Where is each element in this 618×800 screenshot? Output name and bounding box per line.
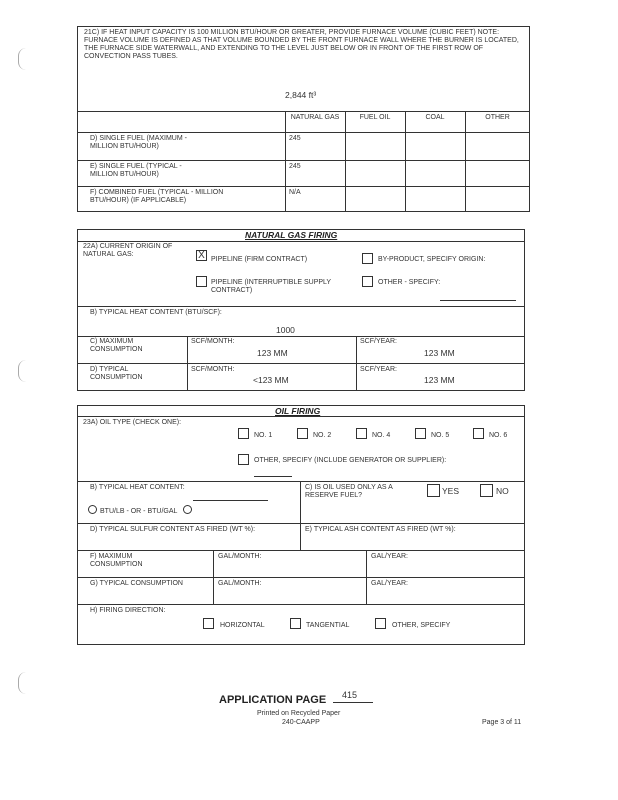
divider (77, 306, 525, 307)
col-natural-gas: NATURAL GAS (290, 114, 340, 121)
gas-typical-year-value[interactable]: 123 MM (424, 375, 455, 385)
tangential-checkbox[interactable] (290, 618, 301, 629)
oil-no4-checkbox[interactable] (356, 428, 367, 439)
binding-hole-top (18, 48, 27, 70)
divider (77, 604, 525, 605)
row-f-label: F) COMBINED FUEL (TYPICAL - MILLION BTU/HOUR) (IF APPLICABLE) (90, 189, 224, 204)
furnace-volume-value: 2,844 ft³ (285, 90, 317, 100)
reserve-fuel-label: C) IS OIL USED ONLY AS A RESERVE FUEL? (305, 484, 393, 499)
divider (77, 111, 530, 112)
heat-content-line (193, 500, 268, 501)
divider (77, 336, 525, 337)
gas-heat-value[interactable]: 1000 (276, 325, 295, 335)
divider (77, 577, 525, 578)
divider (366, 550, 367, 604)
divider (300, 523, 301, 550)
byproduct-label: BY-PRODUCT, SPECIFY ORIGIN: (378, 256, 486, 263)
pipeline-firm-label: PIPELINE (FIRM CONTRACT) (211, 256, 308, 263)
divider (285, 111, 286, 212)
oil-no6-checkbox[interactable] (473, 428, 484, 439)
oil-max-year-label: GAL/YEAR: (371, 553, 408, 560)
pipeline-firm-checkbox[interactable]: X (196, 250, 207, 261)
binding-hole-middle (18, 360, 27, 382)
divider (345, 111, 346, 212)
recycled-paper-note: Printed on Recycled Paper (257, 710, 341, 717)
specify-line (440, 300, 516, 301)
oil-type-label: 23A) OIL TYPE (CHECK ONE): (83, 419, 182, 426)
btu-unit-label: BTU/LB - OR - BTU/GAL (100, 508, 178, 515)
oil-firing-header: OIL FIRING (275, 406, 321, 416)
col-coal: COAL (425, 114, 445, 121)
reserve-no-checkbox[interactable] (480, 484, 493, 497)
byproduct-checkbox[interactable] (362, 253, 373, 264)
gas-other-checkbox[interactable] (362, 276, 373, 287)
divider (187, 336, 188, 391)
col-fuel-oil: FUEL OIL (359, 114, 391, 121)
btu-lb-radio[interactable] (88, 505, 97, 514)
gas-max-year-label: SCF/YEAR: (360, 338, 397, 345)
tangential-label: TANGENTIAL (306, 622, 350, 629)
oil-no2-checkbox[interactable] (297, 428, 308, 439)
gas-max-year-value[interactable]: 123 MM (424, 348, 455, 358)
oil-max-label: F) MAXIMUM CONSUMPTION (90, 553, 143, 568)
row-e-gas-value[interactable]: 245 (289, 163, 301, 170)
gas-heat-label: B) TYPICAL HEAT CONTENT (BTU/SCF): (90, 309, 222, 316)
reserve-no-label: NO (496, 486, 509, 496)
divider (77, 363, 525, 364)
oil-no5-label: NO. 5 (431, 432, 450, 439)
oil-no1-label: NO. 1 (254, 432, 273, 439)
row-d-label: D) SINGLE FUEL (MAXIMUM - MILLION BTU/HOUR) (90, 135, 187, 150)
divider (465, 111, 466, 212)
divider (77, 186, 530, 187)
oil-no1-checkbox[interactable] (238, 428, 249, 439)
horizontal-checkbox[interactable] (203, 618, 214, 629)
furnace-volume-question: 21C) IF HEAT INPUT CAPACITY IS 100 MILLION BTU/HOUR OR GREATER, PROVIDE FURNACE VOLUME (CUBIC FEET) NOTE: FURNACE VOLUME IS DEFINED AS THAT VOLUME BOUNDED BY THE FRONT FURNACE WALL WHERE THE BURNER IS LOCATED, THE FURNACE SIDE WATERWALL, AND EXTENDING TO THE LEVEL JUST BELOW OR IN FRONT OF THE FIRST ROW OF CONVECTION PASS TUBES. (84, 29, 519, 60)
divider (77, 132, 530, 133)
pipeline-interruptible-checkbox[interactable] (196, 276, 207, 287)
divider (213, 550, 214, 604)
row-e-label: E) SINGLE FUEL (TYPICAL - MILLION BTU/HOUR) (90, 163, 182, 178)
reserve-yes-checkbox[interactable] (427, 484, 440, 497)
oil-no5-checkbox[interactable] (415, 428, 426, 439)
gas-max-month-value[interactable]: 123 MM (257, 348, 288, 358)
oil-no6-label: NO. 6 (489, 432, 508, 439)
gas-other-label: OTHER - SPECIFY: (378, 279, 441, 286)
oil-max-month-label: GAL/MONTH: (218, 553, 262, 560)
divider (77, 160, 530, 161)
gas-typical-year-label: SCF/YEAR: (360, 366, 397, 373)
oil-no2-label: NO. 2 (313, 432, 332, 439)
page-number-line (333, 702, 373, 703)
divider (77, 241, 525, 242)
binding-hole-bottom (18, 672, 27, 694)
divider (77, 550, 525, 551)
natural-gas-header: NATURAL GAS FIRING (245, 230, 338, 240)
col-other: OTHER (485, 114, 510, 121)
pipeline-interruptible-label: PIPELINE (INTERRUPTIBLE SUPPLY CONTRACT) (211, 279, 331, 294)
application-page-label: APPLICATION PAGE (219, 694, 327, 706)
divider (356, 336, 357, 391)
application-page-number: 415 (342, 690, 358, 700)
gas-max-month-label: SCF/MONTH: (191, 338, 235, 345)
firing-direction-label: H) FIRING DIRECTION: (90, 607, 166, 614)
reserve-yes-label: YES (442, 486, 460, 496)
divider (77, 416, 525, 417)
page-count: Page 3 of 11 (482, 719, 522, 726)
divider (300, 481, 301, 523)
form-code: 240-CAAPP (282, 719, 320, 726)
gas-max-label: C) MAXIMUM CONSUMPTION (90, 338, 143, 353)
gas-typical-month-label: SCF/MONTH: (191, 366, 235, 373)
gas-typical-month-value[interactable]: <123 MM (253, 375, 289, 385)
divider (405, 111, 406, 212)
divider (77, 523, 525, 524)
divider (77, 481, 525, 482)
ash-content-label: E) TYPICAL ASH CONTENT AS FIRED (WT %): (305, 526, 456, 533)
row-d-gas-value[interactable]: 245 (289, 135, 301, 142)
oil-typical-year-label: GAL/YEAR: (371, 580, 408, 587)
btu-gal-radio[interactable] (183, 505, 192, 514)
gas-typical-label: D) TYPICAL CONSUMPTION (90, 366, 143, 381)
horizontal-label: HORIZONTAL (220, 622, 265, 629)
row-f-gas-value[interactable]: N/A (289, 189, 301, 196)
oil-typical-month-label: GAL/MONTH: (218, 580, 262, 587)
oil-other-checkbox[interactable] (238, 454, 249, 465)
oil-heat-label: B) TYPICAL HEAT CONTENT: (90, 484, 185, 491)
specify-line (254, 476, 292, 477)
sulfur-content-label: D) TYPICAL SULFUR CONTENT AS FIRED (WT %): (90, 526, 256, 533)
oil-no4-label: NO. 4 (372, 432, 391, 439)
gas-origin-label: 22A) CURRENT ORIGIN OF NATURAL GAS: (83, 243, 173, 258)
direction-other-label: OTHER, SPECIFY (392, 622, 451, 629)
direction-other-checkbox[interactable] (375, 618, 386, 629)
oil-other-label: OTHER, SPECIFY (INCLUDE GENERATOR OR SUPPLIER): (254, 457, 447, 464)
oil-typical-label: G) TYPICAL CONSUMPTION (90, 580, 183, 587)
